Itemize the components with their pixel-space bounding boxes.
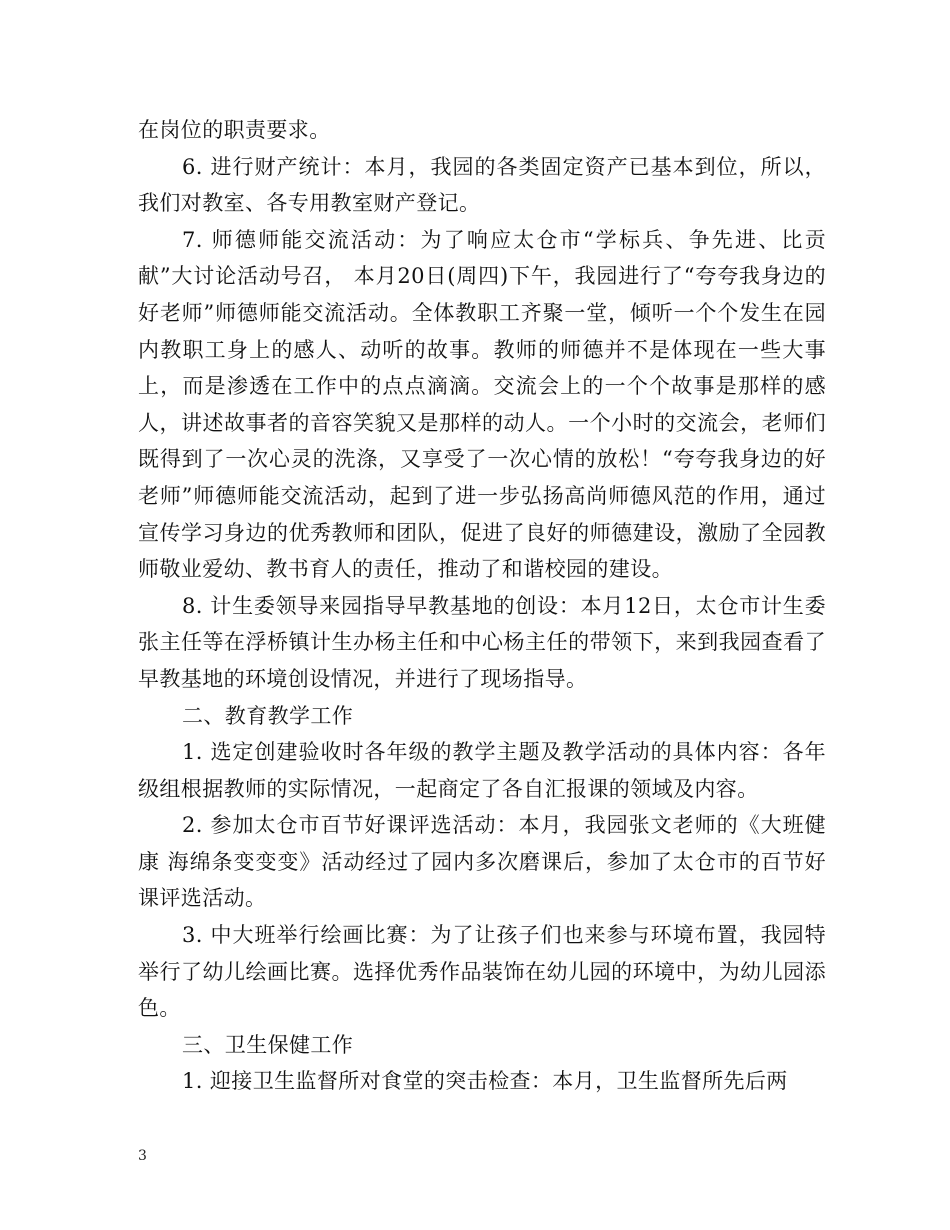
document-body: [138, 112, 826, 1100]
paragraph-item-6: 6. 进行财产统计：本月，我园的各类固定资产已基本到位，所以，我们对教室、各专用教室财产登记。: [138, 154, 826, 216]
paragraph-item-8: 8. 计生委领导来园指导早教基地的创设：本月12日，太仓市计生委张主任等在浮桥镇计生办杨主任和中心杨主任的带领下，来到我园查看了早教基地的环境创设情况，并进行了现场指导。: [138, 593, 826, 691]
paragraph-item-7: 7. 师德师能交流活动：为了响应太仓市“学标兵、争先进、比贡献”大讨论活动号召， 本月20日(周四)下午，我园进行了“夸夸我身边的好老师”师德师能交流活动。全体教职工齐聚一堂，倾听一个个发生在园内教职工身上的感人、动听的故事。教师的师德并不是体现在一些大事上，而是渗透在工作中的点点滴滴。交流会上的一个个故事是那样的感人，讲述故事者的音容笑貌又是那样的动人。一个小时的交流会，老师们既得到了一次心灵的洗涤，又享受了一次心情的放松！“夸夸我身边的好老师”师德师能交流活动，起到了进一步弘扬高尚师德风范的作用，通过宣传学习身边的优秀教师和团队，促进了良好的师德建设，激励了全园教师敬业爱幼、教书育人的责任，推动了和谐校园的建设。: [138, 227, 826, 582]
paragraph-continuation: 在岗位的职责要求。: [138, 118, 331, 142]
page-number: 3: [138, 1148, 147, 1164]
paragraph-education-item-2: 2. 参加太仓市百节好课评选活动：本月，我园张文老师的《大班健康 海绵条变变变》活动经过了园内多次磨课后，参加了太仓市的百节好课评选活动。: [138, 813, 826, 911]
paragraph-education-item-1: 1. 选定创建验收时各年级的教学主题及教学活动的具体内容：各年级组根据教师的实际情况，一起商定了各自汇报课的领域及内容。: [138, 740, 826, 801]
paragraph-education-item-3: 3. 中大班举行绘画比赛：为了让孩子们也来参与环境布置，我园特举行了幼儿绘画比赛。选择优秀作品装饰在幼儿园的环境中，为幼儿园添色。: [138, 923, 826, 1021]
section-heading-health: 三、卫生保健工作: [182, 1032, 354, 1057]
section-heading-education: 二、教育教学工作: [182, 703, 354, 728]
paragraph-health-item-1: 1. 迎接卫生监督所对食堂的突击检查：本月，卫生监督所先后两: [182, 1069, 788, 1094]
